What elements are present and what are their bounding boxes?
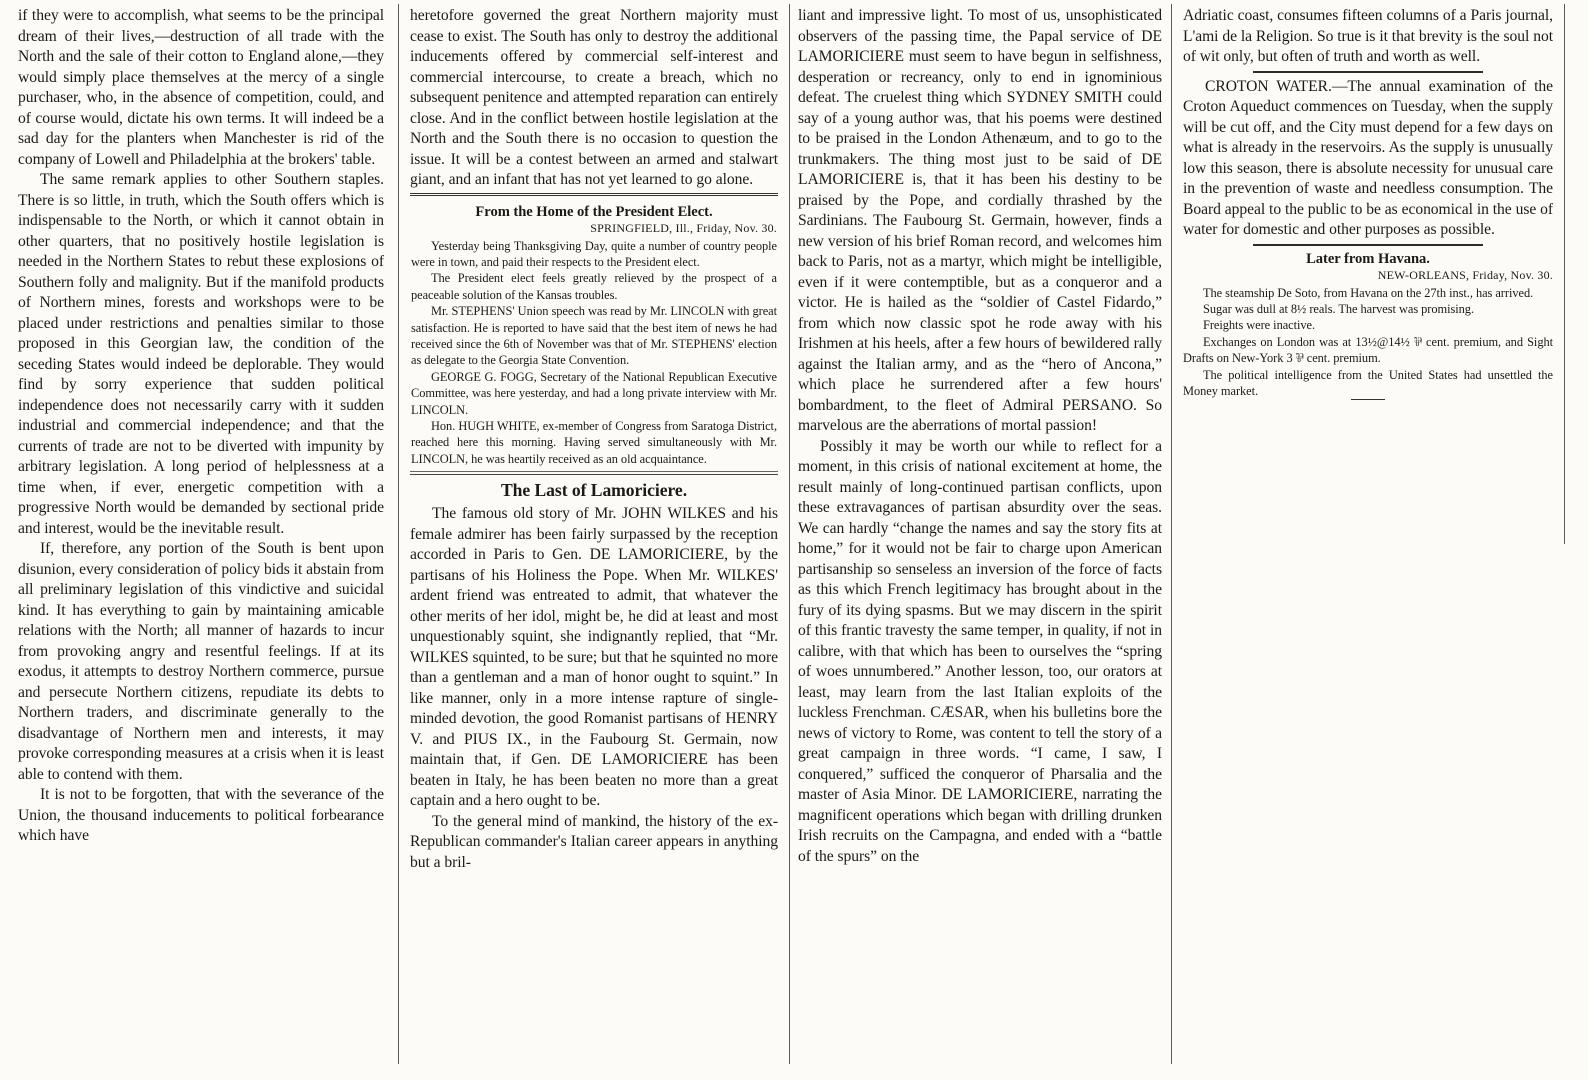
article-title: The Last of Lamoriciere. (500, 480, 688, 501)
brief-item: Freights were inactive. (1203, 318, 1316, 333)
column-rule (1171, 4, 1172, 1064)
brief-item: Mr. STEPHENS' Union speech was read by Mr. LINCOLN with great satisfaction. He is reported to have said that the best item of news he had received since the 6th of November was that of Mr. STEPHENS' election as delegate to the Georgia State Convention. (411, 304, 777, 368)
column-4 (1183, 6, 1553, 566)
paragraph: The famous old story of Mr. JOHN WILKES and his female admirer has been fairly surpassed by the reception accorded in Paris to Gen. DE LAMORICIERE, by the partisans of his Holiness the Pope. When Mr. WILKES' ardent friend was entreated to admit, that whatever the other merits of her idol, might be, he did at least and most unquestionably squint, she indignantly replied, that “Mr. WILKES squinted, to be sure; but that he squinted no more than a gentleman and a man of honor ought to squint.” In like manner, only in a more intense rapture of single-minded devotion, the good Romanist partisans of HENRY V. and PIUS IX., in the Faubourg St. Germain, now maintain that, if Gen. DE LAMORICIERE has been beaten in Italy, he has been beaten no more than a great captain and a hero ought to be. (410, 505, 778, 810)
item-lead: CROTON WATER. (1205, 77, 1332, 95)
section-divider (410, 474, 778, 475)
paragraph: The same remark applies to other Southern staples. There is so little, in truth, which the South offers which is indispensable to the North, or which it cannot obtain in other quarters, that no positively hostile legislation is needed in the Northern States to rebut these explosions of Southern folly and malignity. But if the manifold products of Northern mines, forests and workshops were to be placed under restrictions and penalties similar to those proposed in this Georgian law, the condition of the seceding States would indeed be deplorable. They would find by sorry experience that sudden political independence does not necessarily carry with it sudden industrial and commercial independence; and that the currents of trade are not to be diverted with impunity by arbitrary legislation. A long period of helplessness at a time when, if ever, energetic competition with a progressive North would be demanded by sectional pride and interest, would be the inevitable result. (18, 171, 384, 537)
column-1 (18, 6, 384, 1076)
end-rule (1351, 399, 1385, 400)
column-rule (1564, 4, 1565, 544)
dateline: NEW-ORLEANS, Friday, Nov. 30. (1377, 267, 1553, 282)
paragraph: heretofore governed the great Northern majority must cease to exist. The South has only to destroy the additional inducements offered by commercial self-interest and commercial intercourse, to create a breach, which no subsequent penitence and attempted reparation can entirely close. And in the conflict between hostile legislation at the North and the South there is no occasion to question the issue. It will be a contest between an armed and stalwart giant, and an infant that has not yet learned to go alone. (410, 7, 778, 188)
item-text: —The annual examination of the Croton Aqueduct commences on Tuesday, when the supply will be cut off, and the City must depend for a few days on what is already in the reservoirs. As the supply is unusually low this season, there is absolute necessity for unusual care in the prevention of waste and needless consumption. The Board appeal to the public to be as economical in the use of water for domestic and other purposes as possible. (1183, 77, 1553, 238)
brief-item: The President elect feels greatly relieved by the prospect of a peaceable solution of the Kansas troubles. (411, 271, 777, 302)
brief-item: The political intelligence from the United States had unsettled the Money market. (1183, 367, 1553, 398)
paragraph: if they were to accomplish, what seems to be the principal dream of their lives,—destruction of all trade with the North and the sale of their cotton to England alone,—they would simply place themselves at the mercy of a single purchaser, who, in the absence of competition, could, and of course would, dictate his own terms. It will indeed be a sad day for the planters when Manchester is rid of the company of Lowell and Philadelphia at the brokers' table. (18, 7, 384, 168)
column-rule (789, 4, 790, 1064)
column-3 (798, 6, 1162, 1076)
paragraph: liant and impressive light. To most of us, unsophisticated observers of the passing time, the Papal service of DE LAMORICIERE must seem to have begun in selfishness, desperation or recreancy, only to end in ignominious defeat. The cruelest thing which SYDNEY SMITH could say of a young author was, that his poems were destined to be praised in the London Athenæum, and to go to the trunkmakers. The thing most just to be said of DE LAMORICIERE is, that it has been his destiny to be praised by the Pope, and cordially thrashed by the Sardinians. The Faubourg St. Germain, however, finds a new version of his brief Roman record, and welcomes him back to Paris, not as a martyr, which might be intelligible, even if it were contemptible, but as a conqueror and a victor. He is hailed as the “soldier of Castel Fidardo,” from which now classic spot he rode away with his Irishmen at his heels, after a few hours of bewildered rally against the Italian army, and as the “hero of Ancona,” which place he surrendered after a few hours' bombardment, to the fleet of Admiral PERSANO. So marvelous are the aberrations of mortal passion! (798, 7, 1162, 434)
brief-item: Sugar was dull at 8½ reals. The harvest was promising. (1203, 301, 1474, 316)
brief-body (411, 238, 777, 468)
paragraph: Adriatic coast, consumes fifteen columns of a Paris journal, L'ami de la Religion. So true is it that brevity is the soul not of wit only, but often of truth and worth as well. (1183, 7, 1553, 65)
news-brief-springfield (410, 200, 778, 473)
paragraph: To the general mind of mankind, the history of the ex-Republican commander's Italian career appears in anything but a bril- (410, 812, 778, 871)
headline: Later from Havana. (1306, 250, 1430, 267)
column-2 (410, 6, 778, 1076)
dateline: SPRINGFIELD, Ill., Friday, Nov. 30. (590, 220, 777, 235)
paragraph (1183, 77, 1553, 241)
brief-item: Exchanges on London was at 13½@14½ ⅌ cent. premium, and Sight Drafts on New-York 3 ⅌ cent. premium. (1183, 334, 1553, 366)
brief-item: Yesterday being Thanksgiving Day, quite a number of country people were in town, and paid their respects to the President elect. (411, 238, 777, 269)
paragraph: If, therefore, any portion of the South is bent upon disunion, every consideration of policy bids it abstain from all preliminary legislation of this vindictive and suicidal kind. It has everything to gain by maintaining amicable relations with the North; all manner of hazards to incur from provoking angry and resentful feelings. If at its exodus, it attempts to destroy Northern commerce, pursue and persecute Northern citizens, repudiate its debts to Northern traders, and discriminate generally to the disadvantage of Northern men and interests, it may provoke corresponding measures at a crisis when it is least able to contend with them. (18, 540, 384, 783)
brief-item: The steamship De Soto, from Havana on the 27th inst., has arrived. (1203, 285, 1534, 300)
brief-item: GEORGE G. FOGG, Secretary of the National Republican Executive Committee, was here yesterday, and had a long private interview with Mr. LINCOLN. (411, 369, 777, 417)
section-divider (1253, 244, 1482, 246)
headline: From the Home of the President Elect. (475, 203, 713, 220)
section-divider (1253, 71, 1482, 73)
paragraph: It is not to be forgotten, that with the severance of the Union, the thousand inducements to political forbearance which have (18, 786, 384, 844)
section-divider (410, 193, 778, 196)
column-rule (398, 4, 399, 1064)
brief-body (1183, 285, 1553, 400)
brief-item: Hon. HUGH WHITE, ex-member of Congress from Saratoga District, reached here this morning. Having served simultaneously with Mr. LINCOLN, he was heartily received as an old acquaintance. (411, 418, 777, 466)
paragraph: Possibly it may be worth our while to reflect for a moment, in this crisis of national excitement at home, the result mainly of long-continued partisan conflicts, upon these extravagances of partisan absurdity over the seas. We can hardly “change the names and say the story fits at home,” for it would not be fair to charge upon American partisanship so senseless an inversion of the force of facts as this which French legitimacy has brought about in the fury of its dying spasms. But we may discern in the spirit of this frantic travesty the same temper, in quality, if not in calibre, with that which has been to ourselves the “spring of woes unnumbered.” Another lesson, too, our orators at least, may learn from the last Italian exploits of the luckless Frenchman. CÆSAR, when his bulletins bore the news of victory to Rome, was content to tell the story of a great campaign in three words. “I came, I saw, I conquered,” sufficed the conqueror of Pharsalia and the master of Asia Minor. DE LAMORICIERE, narrating the magnificent operations which began with drilling drunken Irish recruits on the Campagna, and ended with a “battle of the spurs” on the (798, 437, 1162, 865)
